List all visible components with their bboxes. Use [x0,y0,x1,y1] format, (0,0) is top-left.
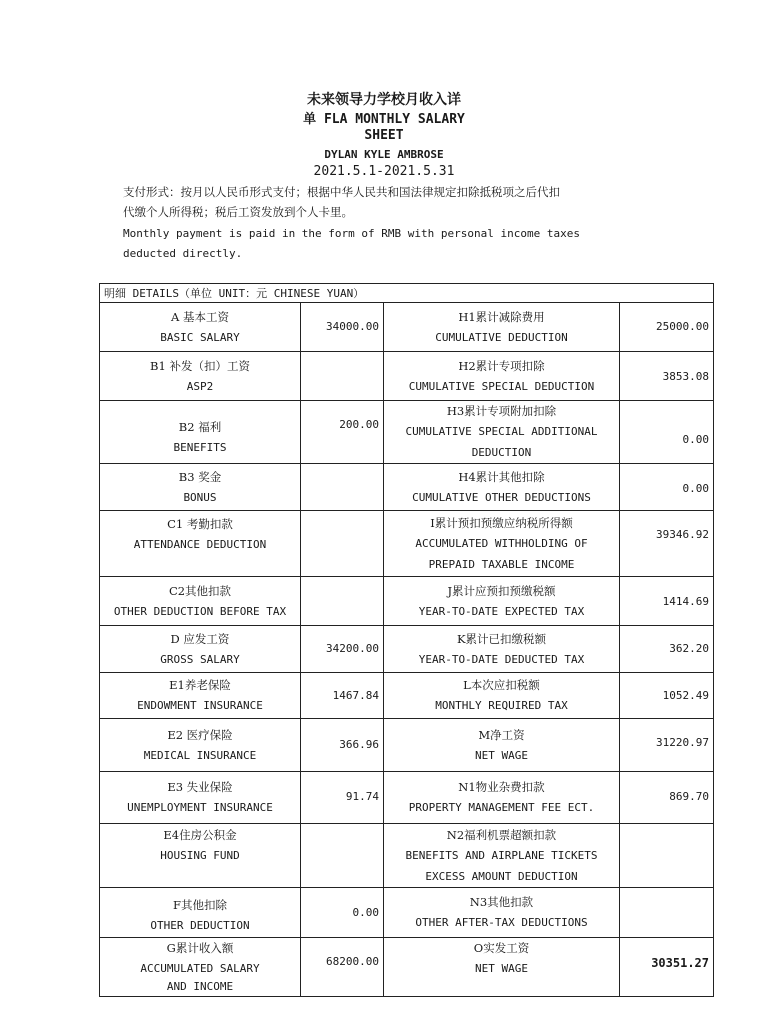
table-row [100,352,714,401]
item-label-en: CUMULATIVE OTHER DEDUCTIONS [412,490,591,504]
item-label-en: NET WAGE [475,748,528,762]
item-label-en: BENEFITS AND AIRPLANE TICKETS [405,848,598,862]
item-label-cn: H2累计专项扣除 [458,358,545,373]
item-label-en: UNEMPLOYMENT INSURANCE [127,801,273,814]
left-amount-cell [301,824,384,888]
item-label-en: MONTHLY REQUIRED TAX [435,699,568,712]
table-row [100,772,714,824]
item-label-cn: D 应发工资 [170,631,230,646]
right-amount-cell: 31220.97 [620,719,714,772]
item-label-cn: H1累计减除费用 [458,309,545,324]
left-label-cell [100,464,301,511]
item-label-en: MEDICAL INSURANCE [143,748,257,762]
item-label-en: ACCUMULATED WITHHOLDING OF [415,536,588,550]
item-label-cn: A 基本工资 [171,309,229,324]
intro-en-line1: Monthly payment is paid in the form of RMB with personal income taxes [123,227,580,240]
left-amount-cell [301,352,384,401]
left-amount-cell: 200.00 [301,401,384,464]
right-amount-cell: 362.20 [620,626,714,673]
item-label-en: ENDOWMENT INSURANCE [137,699,263,712]
pay-period: 2021.5.1-2021.5.31 [313,164,455,179]
item-label-en: OTHER DEDUCTION [150,918,250,932]
item-label-cn: N2福利机票超额扣款 [446,827,557,842]
item-label-cn: M净工资 [478,727,525,742]
left-label-cell [100,824,301,888]
intro-cn-line2: 代缴个人所得税；税后工资发放到个人卡里。 [123,205,353,219]
right-amount-cell: 1414.69 [620,577,714,626]
left-label-cell [100,673,301,719]
item-label-en-cont: AND INCOME [166,980,234,993]
left-label-cell [100,888,301,938]
left-label-cell [100,401,301,464]
left-amount-cell: 68200.00 [301,938,384,997]
left-amount-cell: 0.00 [301,888,384,938]
right-label-cell [384,626,620,673]
right-amount-cell: 25000.00 [620,303,714,352]
left-amount-cell [301,511,384,577]
item-label-cn: E3 失业保险 [167,780,233,794]
right-label-cell [384,511,620,577]
item-label-en-cont: EXCESS AMOUNT DEDUCTION [425,869,578,883]
right-amount-cell: 869.70 [620,772,714,824]
left-label-cell [100,352,301,401]
intro-cn [123,182,643,222]
item-label-en: ASP2 [186,379,214,393]
item-label-en: YEAR-TO-DATE DEDUCTED TAX [418,652,585,666]
table-row [100,464,714,511]
item-label-en-cont: DEDUCTION [471,446,532,459]
employee-name: DYLAN KYLE AMBROSE [324,148,444,161]
item-label-en: HOUSING FUND [160,849,240,862]
item-label-cn: H3累计专项附加扣除 [446,404,557,418]
left-label-cell [100,626,301,673]
item-label-cn: G累计收入额 [166,941,234,955]
item-label-cn: B3 奖金 [178,469,222,484]
item-label-cn: K累计已扣缴税额 [456,631,547,646]
intro-cn-line1: 支付形式：按月以人民币形式支付；根据中华人民共和国法律规定扣除抵税项之后代扣 [123,185,560,199]
left-amount-cell [301,464,384,511]
left-amount-cell: 34000.00 [301,303,384,352]
item-label-en: OTHER DEDUCTION BEFORE TAX [113,604,287,618]
right-label-cell [384,824,620,888]
item-label-cn: E4住房公积金 [163,828,237,842]
item-label-cn: N1物业杂费扣款 [458,780,545,794]
item-label-en: OTHER AFTER-TAX DEDUCTIONS [415,916,588,929]
right-label-cell [384,719,620,772]
right-amount-cell: 1052.49 [620,673,714,719]
right-label-cell [384,577,620,626]
left-amount-cell [301,577,384,626]
right-label-cell [384,464,620,511]
item-label-en: ATTENDANCE DEDUCTION [133,538,267,551]
table-row [100,511,714,577]
intro-en [123,224,643,264]
right-amount-cell: 0.00 [620,464,714,511]
left-label-cell [100,938,301,997]
item-label-cn: N3其他扣款 [469,895,534,909]
item-label-cn: C1 考勤扣款 [167,517,233,531]
item-label-cn: J累计应预扣预缴税额 [447,583,556,598]
item-label-cn: L本次应扣税额 [463,678,540,692]
sheet-title-en-line2: SHEET [364,128,404,143]
right-label-cell [384,401,620,464]
item-label-en: GROSS SALARY [160,652,240,666]
left-label-cell [100,719,301,772]
item-label-cn: E2 医疗保险 [167,727,233,742]
right-label-cell [384,938,620,997]
item-label-en: PROPERTY MANAGEMENT FEE ECT. [408,801,595,814]
left-label-cell [100,511,301,577]
right-amount-cell: 0.00 [620,401,714,464]
item-label-cn: B2 福利 [178,419,222,434]
right-amount-cell: 39346.92 [620,511,714,577]
right-amount-cell [620,888,714,938]
left-label-cell [100,772,301,824]
salary-details-table [99,283,714,997]
left-label-cell [100,303,301,352]
table-row [100,673,714,719]
item-label-cn: C2其他扣款 [168,583,232,598]
item-label-cn: F其他扣除 [173,897,227,912]
item-label-en: BENEFITS [173,440,227,454]
sheet-title-cn: 未来领导力学校月收入详 [307,92,461,108]
item-label-cn: E1养老保险 [169,678,231,692]
item-label-cn: B1 补发（扣）工资 [150,358,250,373]
table-row [100,626,714,673]
intro-en-line2: deducted directly. [123,247,243,260]
item-label-en: ACCUMULATED SALARY [140,962,260,975]
item-label-cn: O实发工资 [473,941,530,955]
right-label-cell [384,303,620,352]
item-label-en: BASIC SALARY [160,330,240,344]
item-label-en: BONUS [183,490,217,504]
right-label-cell [384,888,620,938]
left-label-cell [100,577,301,626]
left-amount-cell: 366.96 [301,719,384,772]
right-amount-cell [620,824,714,888]
table-row [100,888,714,938]
details-unit-header: 明细 DETAILS（单位 UNIT：元 CHINESE YUAN） [100,284,714,303]
table-row [100,577,714,626]
left-amount-cell: 1467.84 [301,673,384,719]
right-label-cell [384,772,620,824]
right-label-cell [384,673,620,719]
table-row [100,401,714,464]
table-row [100,303,714,352]
item-label-en-cont: PREPAID TAXABLE INCOME [428,557,575,571]
item-label-en: CUMULATIVE SPECIAL DEDUCTION [408,379,595,393]
item-label-en: NET WAGE [475,962,528,975]
right-amount-cell: 30351.27 [620,938,714,997]
right-label-cell [384,352,620,401]
item-label-en: YEAR-TO-DATE EXPECTED TAX [418,604,585,618]
item-label-cn: H4累计其他扣除 [458,469,545,484]
table-header-row [100,284,714,303]
item-label-cn: I累计预扣预缴应纳税所得额 [430,515,573,530]
table-row [100,938,714,997]
sheet-title-en-line1: 单 FLA MONTHLY SALARY [303,112,465,127]
item-label-en: CUMULATIVE DEDUCTION [435,330,568,344]
left-amount-cell: 91.74 [301,772,384,824]
item-label-en: CUMULATIVE SPECIAL ADDITIONAL [405,425,598,438]
table-row [100,719,714,772]
left-amount-cell: 34200.00 [301,626,384,673]
right-amount-cell: 3853.08 [620,352,714,401]
table-row [100,824,714,888]
